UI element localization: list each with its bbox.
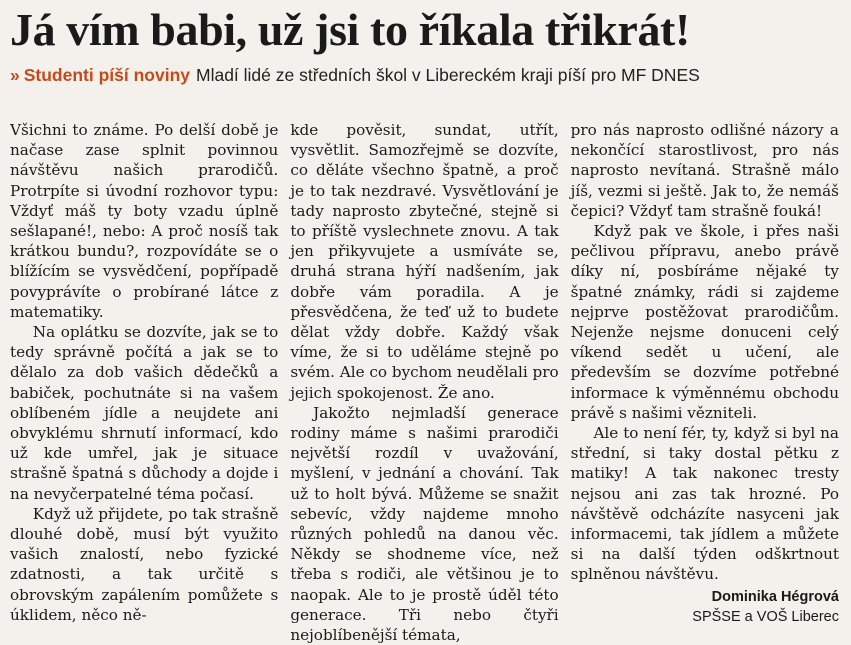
paragraph: kde pověsit, sundat, utřít, vysvětlit. Samozřejmě se dozvíte, co děláte všechno špatně, a proč je to tak nezdravé. Vysvětlování je tady naprosto zbytečné, stejně si to příště vyslechnete znovu. A tak jen přikyvujete a usmíváte se, druhá strana hýří nadšením, jak dobře vám poradila. A je přesvědčena, že teď už to budete dělat vždy dobře. Každý však víme, že si to uděláme stejně po svém. Ale co bychom neudělali pro jejich spokojenost. Že ano. <box>290 121 559 402</box>
paragraph: Všichni to známe. Po delší době je načase zase splnit povinnou návštěvu našich prarodičů. Protrpíte si úvodní rozhovor typu: Vždyť máš ty boty vzadu úplně sešlapané!, nebo: A proč nosíš tak krátkou bundu?, rozpovídáte se o blížícím se vysvědčení, popřípadě povyprávíte o probírané látce z matematiky. <box>10 121 279 321</box>
paragraph: Když už přijdete, po tak strašně dlouhé době, musí být využito vašich znalostí, nebo fyzické zdatnosti, a tak určitě s obrovským zapálením pomůžete s úklidem, něco ně- <box>10 504 279 624</box>
author-name: Dominika Hégrová <box>711 588 839 605</box>
paragraph: Na oplátku se dozvíte, jak se to tedy správně počítá a jak se to dělalo za dob vašich dědečků a babiček, pochutnáte si na vašem oblíbeném jídle a neujdete ani obvyklému shrnutí informací, kdo už kde umřel, jak je situace strašně špatná s důchody a dojde i na nevyčerpatelné téma počasí. <box>10 323 279 503</box>
double-chevron-right-icon: » <box>10 65 20 85</box>
paragraph: Ale to není fér, ty, když si byl na střední, si taky dostal pětku z matiky! A tak nakonec tresty nejsou ani zas tak hrozné. Po návštěvě odcházíte nasyceni jak informacemi, tak jídlem a můžete si na další týden odškrtnout splněnou návštěvu. <box>570 424 839 584</box>
column-3 <box>571 120 839 645</box>
byline <box>571 587 839 627</box>
author-school: SPŠSE a VOŠ Liberec <box>692 608 839 625</box>
paragraph: pro nás naprosto odlišné názory a nekončící starostlivost, pro nás naprosto nevítaná. Strašně málo jíš, vezmi si ještě. Jak to, že nemáš čepici? Vždyť tam strašně fouká! <box>570 121 839 220</box>
headline: Já vím babi, už jsi to říkala třikrát! <box>10 4 690 55</box>
article-columns <box>10 120 839 645</box>
newspaper-article <box>0 4 851 645</box>
column-2 <box>290 120 558 645</box>
kicker <box>10 64 841 86</box>
section-label: Studenti píší noviny <box>23 65 190 85</box>
column-1 <box>10 120 278 645</box>
paragraph: Jakožto nejmladší generace rodiny máme s našimi prarodiči největší rozdíl v uvažování, myšlení, v jednání a chování. Tak už to holt bývá. Můžeme se snažit sebevíc, vždy najdeme mnoho různých pohledů na danou věc. Někdy se shodneme více, než třeba s rodiči, ale většinou je to naopak. Ale to je prostě úděl této generace. Tři nebo čtyři nejoblíbenější témata, <box>290 403 559 645</box>
paragraph: Když pak ve škole, i přes naši pečlivou přípravu, anebo právě díky ní, posbíráme nějaké ty špatné známky, rádi si zajdeme nejprve postěžovat prarodičům. Nejenže nejsme donuceni celý víkend sedět u učení, ale především se dozvíme potřebné informace k výměnnému obchodu právě s našimi vězniteli. <box>570 222 839 422</box>
section-description: Mladí lidé ze středních škol v Libereckém kraji píší pro MF DNES <box>196 65 700 85</box>
